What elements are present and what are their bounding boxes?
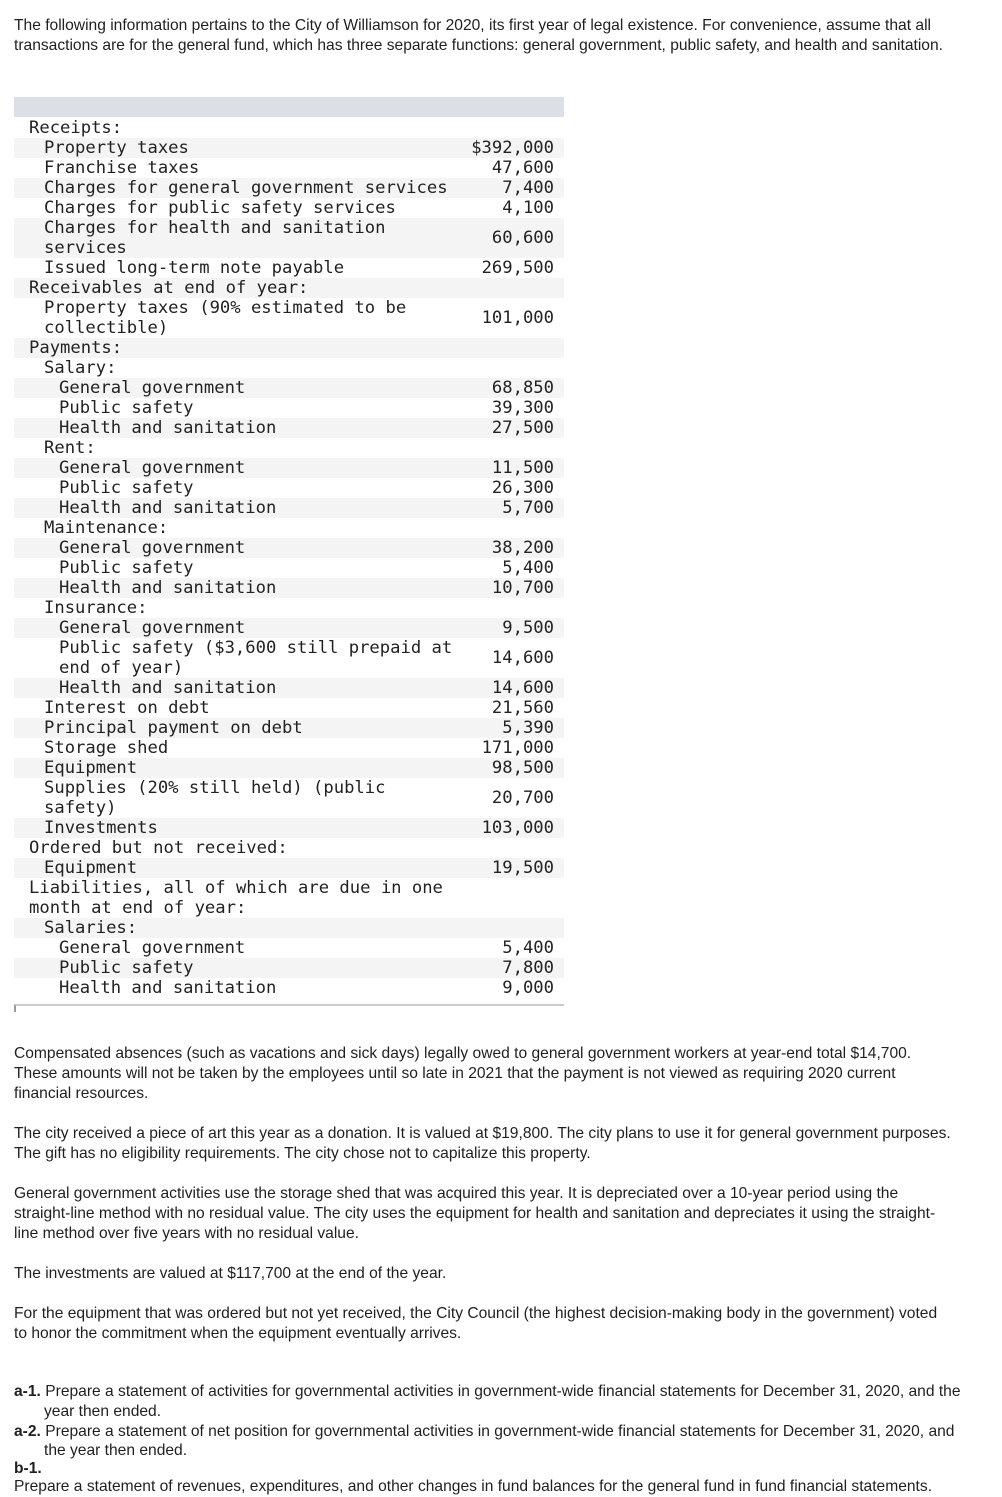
row-label: Health and sanitation xyxy=(14,578,471,598)
row-label: Charges for public safety services xyxy=(44,198,396,218)
row-amount: 47,600 xyxy=(491,158,554,178)
row-amount xyxy=(471,438,564,458)
row-amount: 4,100 xyxy=(502,198,554,218)
row-amount xyxy=(471,598,564,618)
table-row xyxy=(14,298,564,338)
row-amount xyxy=(471,117,564,138)
row-label: Principal payment on debt xyxy=(14,718,471,738)
table-row xyxy=(14,258,564,278)
row-amount: 39,300 xyxy=(491,398,554,418)
table-row xyxy=(14,418,564,438)
row-amount xyxy=(471,358,564,378)
row-amount: 14,600 xyxy=(491,648,554,668)
row-label: Equipment xyxy=(14,858,471,878)
transactions-table xyxy=(14,117,564,998)
compensated-absences-paragraph: Compensated absences (such as vacations and sick days) legally owed to general government workers at year-end total $14,700. These amounts will not be taken by the employees until so late in 2021 that the payment is not viewed as requiring 2020 current financial resources. xyxy=(14,1045,912,1102)
equipment-commitment-paragraph: For the equipment that was ordered but not yet received, the City Council (the highest decision-making body in the government) voted to honor the commitment when the equipment eventually arrives. xyxy=(14,1305,938,1342)
table-row xyxy=(14,138,564,158)
row-label: Receivables at end of year: xyxy=(14,278,471,298)
task-label: a-1. xyxy=(14,1383,41,1400)
table-row xyxy=(14,358,564,378)
table-row xyxy=(14,738,564,758)
row-label: Supplies (20% still held) (public safety) xyxy=(44,778,386,818)
row-amount: 14,600 xyxy=(471,678,564,698)
task-item xyxy=(14,1382,964,1422)
table-row xyxy=(14,518,564,538)
row-label: Salaries: xyxy=(14,918,471,938)
table-row xyxy=(14,978,564,998)
row-label: Equipment xyxy=(14,758,471,778)
row-amount: 5,400 xyxy=(502,558,554,578)
row-label: Ordered but not received: xyxy=(29,838,288,858)
table-header-bar xyxy=(14,97,564,117)
table-row xyxy=(14,338,564,358)
row-amount: $392,000 xyxy=(471,138,564,158)
table-row xyxy=(14,178,564,198)
row-label: Rent: xyxy=(44,438,96,458)
task-text: Prepare a statement of revenues, expenditures, and other changes in fund balances for the general fund in fund financial statements. xyxy=(14,1477,933,1495)
depreciation-paragraph: General government activities use the storage shed that was acquired this year. It is depreciated over a 10-year period using the straight-line method with no residual value. The city uses the equipment for health and sanitation and depreciates it using the straight-line method over five years with no residual value. xyxy=(14,1185,936,1242)
row-label: Public safety xyxy=(59,478,194,498)
table-row xyxy=(14,938,564,958)
table-row xyxy=(14,878,564,918)
row-amount xyxy=(471,878,564,918)
row-amount: 5,390 xyxy=(471,718,564,738)
row-amount: 38,200 xyxy=(471,538,564,558)
row-amount: 101,000 xyxy=(481,308,554,328)
task-label: a-2. xyxy=(14,1422,41,1440)
task-text: Prepare a statement of activities for governmental activities in government-wide financial statements for December 31, 2020, and the year then ended. xyxy=(44,1383,961,1420)
row-label: Public safety xyxy=(59,558,194,578)
art-donation-paragraph: The city received a piece of art this year as a donation. It is valued at $19,800. The city plans to use it for general government purposes. The gift has no eligibility requirements. The city chose not to capitalize this property. xyxy=(14,1125,951,1162)
table-row xyxy=(14,438,564,458)
row-amount: 7,800 xyxy=(471,958,564,978)
row-label: Public safety ($3,600 still prepaid at end of year) xyxy=(59,638,453,678)
row-label: Liabilities, all of which are due in one month at end of year: xyxy=(29,878,443,918)
table-row xyxy=(14,458,564,478)
row-label: Property taxes xyxy=(14,138,471,158)
table-row xyxy=(14,858,564,878)
row-label: General government xyxy=(14,538,471,558)
row-label: Property taxes (90% estimated to be collectible) xyxy=(44,298,407,338)
table-row xyxy=(14,478,564,498)
row-amount xyxy=(471,338,564,358)
row-label: Receipts: xyxy=(29,118,123,138)
task-label: b-1. xyxy=(14,1460,42,1477)
row-amount: 103,000 xyxy=(471,818,564,838)
table-row xyxy=(14,618,564,638)
table-row xyxy=(14,398,564,418)
table-row xyxy=(14,758,564,778)
row-amount: 10,700 xyxy=(471,578,564,598)
transactions-table-container xyxy=(14,97,564,1012)
row-amount: 9,500 xyxy=(471,618,564,638)
row-amount: 171,000 xyxy=(481,738,554,758)
task-list xyxy=(14,1382,964,1461)
row-label: General government xyxy=(59,938,246,958)
row-amount: 269,500 xyxy=(481,258,554,278)
row-amount: 5,700 xyxy=(471,498,564,518)
row-amount: 5,400 xyxy=(502,938,554,958)
task-item xyxy=(14,1422,964,1462)
table-row xyxy=(14,718,564,738)
table-row xyxy=(14,117,564,138)
table-row xyxy=(14,918,564,938)
row-amount: 20,700 xyxy=(491,788,554,808)
table-row xyxy=(14,678,564,698)
row-label: Franchise taxes xyxy=(44,158,200,178)
table-row xyxy=(14,778,564,818)
row-label: Issued long-term note payable xyxy=(44,258,345,278)
row-amount: 27,500 xyxy=(471,418,564,438)
table-row xyxy=(14,558,564,578)
task-item-cut-off xyxy=(14,1460,934,1495)
row-label: Insurance: xyxy=(44,598,148,618)
table-row xyxy=(14,598,564,618)
row-label: Health and sanitation xyxy=(59,978,277,998)
row-label: General government xyxy=(14,618,471,638)
table-row xyxy=(14,378,564,398)
row-label: Charges for health and sanitation services xyxy=(14,218,471,258)
row-amount: 98,500 xyxy=(471,758,564,778)
table-row xyxy=(14,638,564,678)
row-label: Health and sanitation xyxy=(14,498,471,518)
row-label: Public safety xyxy=(14,958,471,978)
row-label: Investments xyxy=(14,818,471,838)
task-text: Prepare a statement of net position for governmental activities in government-wide financial statements for December 31, 2020, and the year then ended. xyxy=(44,1422,955,1460)
table-row xyxy=(14,578,564,598)
table-row xyxy=(14,498,564,518)
row-label: Charges for general government services xyxy=(14,178,471,198)
table-row xyxy=(14,698,564,718)
row-label: Health and sanitation xyxy=(14,678,471,698)
row-amount: 19,500 xyxy=(471,858,564,878)
row-label: Interest on debt xyxy=(44,698,210,718)
table-row xyxy=(14,958,564,978)
row-amount: 68,850 xyxy=(471,378,564,398)
table-bottom-rule xyxy=(14,1004,564,1012)
table-row xyxy=(14,278,564,298)
row-amount xyxy=(471,278,564,298)
investments-paragraph: The investments are valued at $117,700 at the end of the year. xyxy=(14,1265,447,1282)
row-amount: 11,500 xyxy=(471,458,564,478)
intro-paragraph: The following information pertains to the City of Williamson for 2020, its first year of legal existence. For convenience, assume that all transactions are for the general fund, which has three separate functions: general government, public safety, and health and sanitation. xyxy=(14,17,943,54)
row-label: Maintenance: xyxy=(44,518,169,538)
row-label: Storage shed xyxy=(44,738,169,758)
row-label: Salary: xyxy=(44,358,117,378)
row-amount: 7,400 xyxy=(471,178,564,198)
row-amount xyxy=(471,838,564,858)
table-row xyxy=(14,818,564,838)
table-row xyxy=(14,218,564,258)
row-amount: 9,000 xyxy=(502,978,554,998)
row-label: General government xyxy=(14,378,471,398)
row-label: Health and sanitation xyxy=(14,418,471,438)
row-label: Public safety xyxy=(59,398,194,418)
row-amount xyxy=(471,918,564,938)
table-row xyxy=(14,158,564,178)
row-label: Payments: xyxy=(14,338,471,358)
row-amount xyxy=(471,518,564,538)
row-amount: 60,600 xyxy=(471,218,564,258)
row-label: General government xyxy=(14,458,471,478)
table-row xyxy=(14,538,564,558)
row-amount: 21,560 xyxy=(491,698,554,718)
table-row xyxy=(14,838,564,858)
table-row xyxy=(14,198,564,218)
row-amount: 26,300 xyxy=(491,478,554,498)
